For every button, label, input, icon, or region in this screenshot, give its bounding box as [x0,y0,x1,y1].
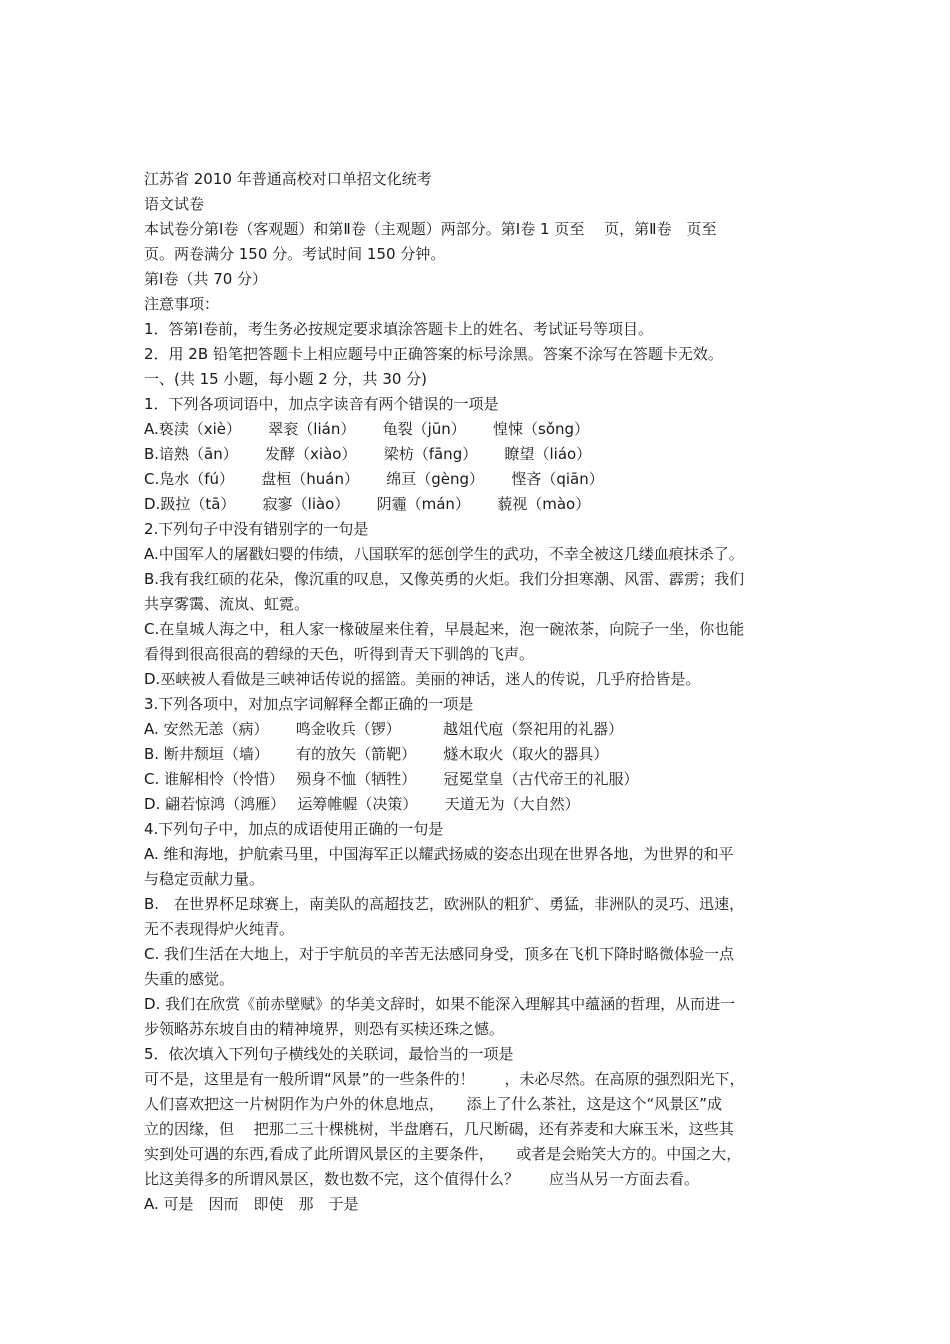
text-line: 立的因缘，但 把那二三十棵桃树，半盘磨石，几尺断碣，还有荞麦和大麻玉米，这些其 [144,1120,734,1138]
text-line: 3.下列各项中，对加点字词解释全都正确的一项是 [144,695,474,713]
text-line: C. 谁解相怜（怜惜） 殒身不恤（牺牲） 冠冕堂皇（古代帝王的礼服） [144,770,639,788]
text-line: 1．答第Ⅰ卷前，考生务必按规定要求填涂答题卡上的姓名、考试证号等项目。 [144,320,653,338]
text-line: 失重的感觉。 [144,970,235,988]
text-line: 比这美得多的所谓风景区，数也数不完，这个值得什么？ 应当从另一方面去看。 [144,1170,700,1188]
text-line: 无不表现得炉火纯青。 [144,920,295,938]
text-line: 与稳定贡献力量。 [144,870,265,888]
text-line: A.亵渎（xiè） 翠衮（lián） 龟裂（jūn） 惶悚（sǒng） [144,420,590,438]
text-line: A. 可是 因而 即使 那 于是 [144,1195,359,1213]
text-line: 看得到很高很高的碧绿的天色，听得到青天下驯鸽的飞声。 [144,645,535,663]
text-line: C.在皇城人海之中，租人家一椽破屋来住着，早晨起来，泡一碗浓茶，向院子一坐，你也能 [144,620,745,638]
text-line: A.中国军人的屠戳妇婴的伟绩，八国联军的惩创学生的武功，不幸全被这几缕血痕抹杀了。 [144,545,744,563]
text-line: D. 我们在欣赏《前赤壁赋》的华美文辞时，如果不能深入理解其中蕴涵的哲理，从而进一 [144,995,736,1013]
text-line: C. 我们生活在大地上，对于宇航员的辛苦无法感同身受，顶多在飞机下降时略微体验一点 [144,945,735,963]
text-line: 一、(共 15 小题，每小题 2 分，共 30 分) [144,370,428,388]
text-line: D.巫峡被人看做是三峡神话传说的摇篮。美丽的神话，迷人的传说，几乎府拾皆是。 [144,670,701,688]
text-line: C.凫水（fú） 盘桓（huán） 绵亘（gèng） 悭吝（qiān） [144,470,604,488]
text-line: 5．依次填入下列句子横线处的关联词，最恰当的一项是 [144,1045,514,1063]
text-line: 2．用 2B 铅笔把答题卡上相应题号中正确答案的标号涂黑。答案不涂写在答题卡无效。 [144,345,723,363]
text-line: 注意事项： [144,295,220,313]
text-line: 4.下列句子中，加点的成语使用正确的一句是 [144,820,444,838]
text-line: 共享雾霭、流岚、虹霓。 [144,595,310,613]
text-line: D. 翩若惊鸿（鸿雁） 运筹帷幄（决策） 天道无为（大自然） [144,795,580,813]
text-line: D.趿拉（tā） 寂寥（liào） 阴霾（mán） 藐视（mào） [144,495,591,513]
document-body [144,167,824,1217]
paper-title: 语文试卷 [144,195,205,213]
text-line: B. 断井颓垣（墙） 有的放矢（箭靶） 燧木取火（取火的器具） [144,745,609,763]
text-line: 页。两卷满分 150 分。考试时间 150 分钟。 [144,245,446,263]
exam-title: 江苏省 2010 年普通高校对口单招文化统考 [144,170,432,188]
text-line: B.我有我红硕的花朵，像沉重的叹息，又像英勇的火炬。我们分担寒潮、风雷、霹雳；我们 [144,570,745,588]
text-line: 第Ⅰ卷（共 70 分） [144,270,268,288]
text-line: 实到处可遇的东西,看成了此所谓风景区的主要条件， 或者是会贻笑大方的。中国之大， [144,1145,742,1163]
text-line: B. 在世界杯足球赛上，南美队的高超技艺，欧洲队的粗犷、勇猛，非洲队的灵巧、迅速， [144,895,745,913]
text-line: 步领略苏东坡自由的精神境界，则恐有买椟还珠之憾。 [144,1020,505,1038]
text-line: 1．下列各项词语中，加点字读音有两个错误的一项是 [144,395,499,413]
text-line: 人们喜欢把这一片树阴作为户外的休息地点， 添上了什么茶社，这是这个“风景区”成 [144,1095,723,1113]
text-line: 2.下列句子中没有错别字的一句是 [144,520,369,538]
text-line: A. 安然无恙（病） 鸣金收兵（锣） 越俎代庖（祭祀用的礼器） [144,720,624,738]
text-line: 可不是，这里是有一般所谓“风景”的一些条件的！ ，未必尽然。在高原的强烈阳光下， [144,1070,745,1088]
text-line: B.谙熟（ān） 发酵（xiào） 梁枋（fāng） 瞭望（liáo） [144,445,592,463]
text-line: A. 维和海地，护航索马里，中国海军正以耀武扬威的姿态出现在世界各地，为世界的和平 [144,845,734,863]
text-line: 本试卷分第Ⅰ卷（客观题）和第Ⅱ卷（主观题）两部分。第Ⅰ卷 1 页至 页，第Ⅱ卷 页至 [144,220,717,238]
